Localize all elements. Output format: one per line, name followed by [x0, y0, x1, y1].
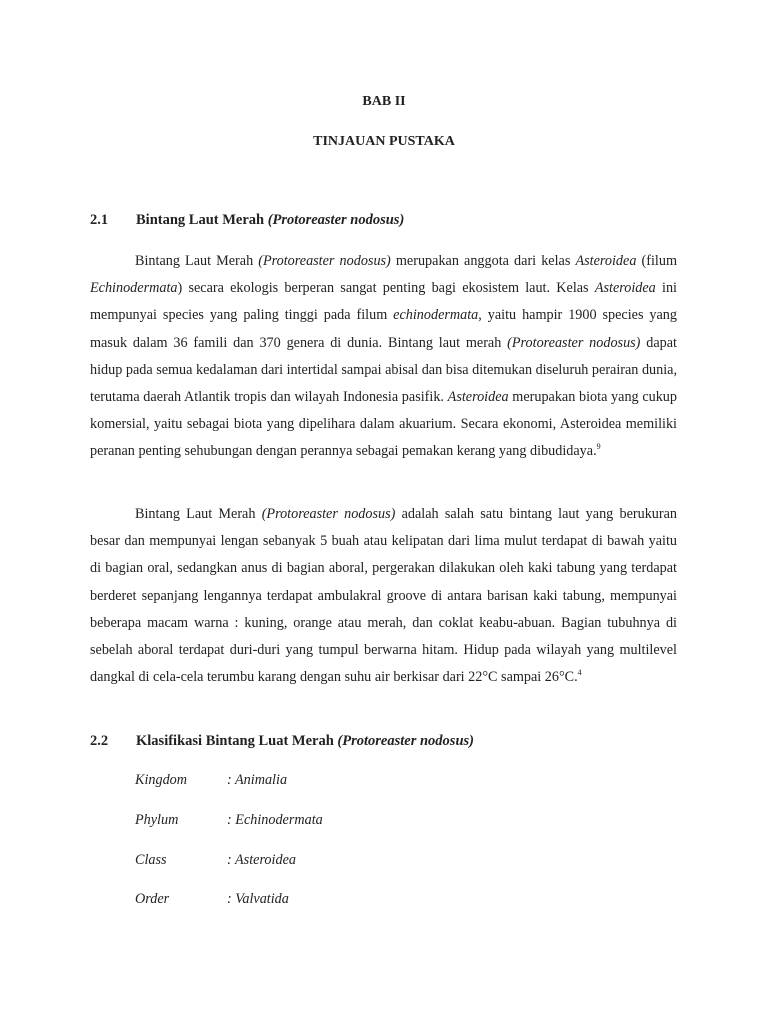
taxonomy-value: : Asteroidea: [227, 852, 296, 868]
taxonomy-rank: Class: [135, 852, 167, 868]
footnote-ref: 9: [596, 442, 601, 452]
chapter-number: BAB II: [362, 94, 406, 109]
footnote-ref: 4: [577, 668, 582, 678]
taxonomy-value: : Valvatida: [227, 891, 289, 907]
paragraph-description: Bintang Laut Merah (Protoreaster nodosus) merupakan anggota dari kelas Asteroidea (filum Echinodermata) secara ekologis berperan sangat penting bagi ekosistem laut. Kelas Asteroidea ini mempunyai species yang paling tinggi pada filum echinodermata, yaitu hampir 1900 species yang masuk dalam 36 famili dan 370 genera di dunia. Bintang laut merah (Protoreaster nodosus) dapat hidup pada semua kedalaman dari intertidal sampai abisal dan bisa ditemukan diseluruh perairan dunia, terutama daerah Atlantik tropis dan wilayah Indonesia pasifik. Asteroidea merupakan biota yang cukup komersial, yaitu sebagai biota yang dipelihara dalam akuarium. Secara ekonomi, Asteroidea memiliki peranan penting sehubungan dengan perannya sebagai pemakan kerang yang dibudidaya.$^9$: [90, 253, 678, 460]
section-heading-2-2: [90, 733, 474, 750]
chapter-title: TINJAUAN PUSTAKA: [313, 134, 455, 149]
taxonomy-row: [135, 891, 289, 908]
section-heading-2-1: [90, 212, 404, 229]
taxonomy-rank: Phylum: [135, 812, 179, 828]
section-number: 2.1: [90, 212, 109, 228]
taxonomy-value: : Animalia: [227, 772, 288, 788]
paragraph-morphology: Bintang Laut Merah (Protoreaster nodosus) adalah salah satu bintang laut yang berukuran besar dan mempunyai lengan sebanyak 5 buah atau kelipatan dari lima mulut terdapat di bawah yaitu di bagian oral, sedangkan anus di bagian aboral, pergerakan dilakukan oleh kaki tabung yang terdapat berderet sepanjang lengannya terdapat ambulakral groove di antara barisan kaki tabung, mempunyai beberapa macam warna : kuning, orange atau merah, dan coklat keabu-abuan. Bagian tubuhnya di sebelah aboral terdapat duri-duri yang tumpul berwarna hitam. Hidup pada wilayah yang multilevel dangkal di cela-cela terumbu karang dengan suhu air berkisar dari 22°C sampai 26°C.$^4$: [90, 506, 678, 686]
taxonomy-row: [135, 812, 323, 829]
section-title-species: (Protoreaster nodosus): [337, 733, 474, 749]
section-number: 2.2: [90, 733, 109, 749]
section-title-species: (Protoreaster nodosus): [267, 212, 405, 228]
taxonomy-row: [135, 772, 287, 789]
taxonomy-value: : Echinodermata: [227, 812, 323, 828]
taxonomy-rank: Kingdom: [135, 772, 188, 788]
taxonomy-rank: Order: [135, 891, 170, 907]
taxonomy-row: [135, 852, 296, 869]
section-title: Bintang Laut Merah: [136, 212, 265, 228]
section-title: Klasifikasi Bintang Luat Merah: [136, 733, 334, 749]
